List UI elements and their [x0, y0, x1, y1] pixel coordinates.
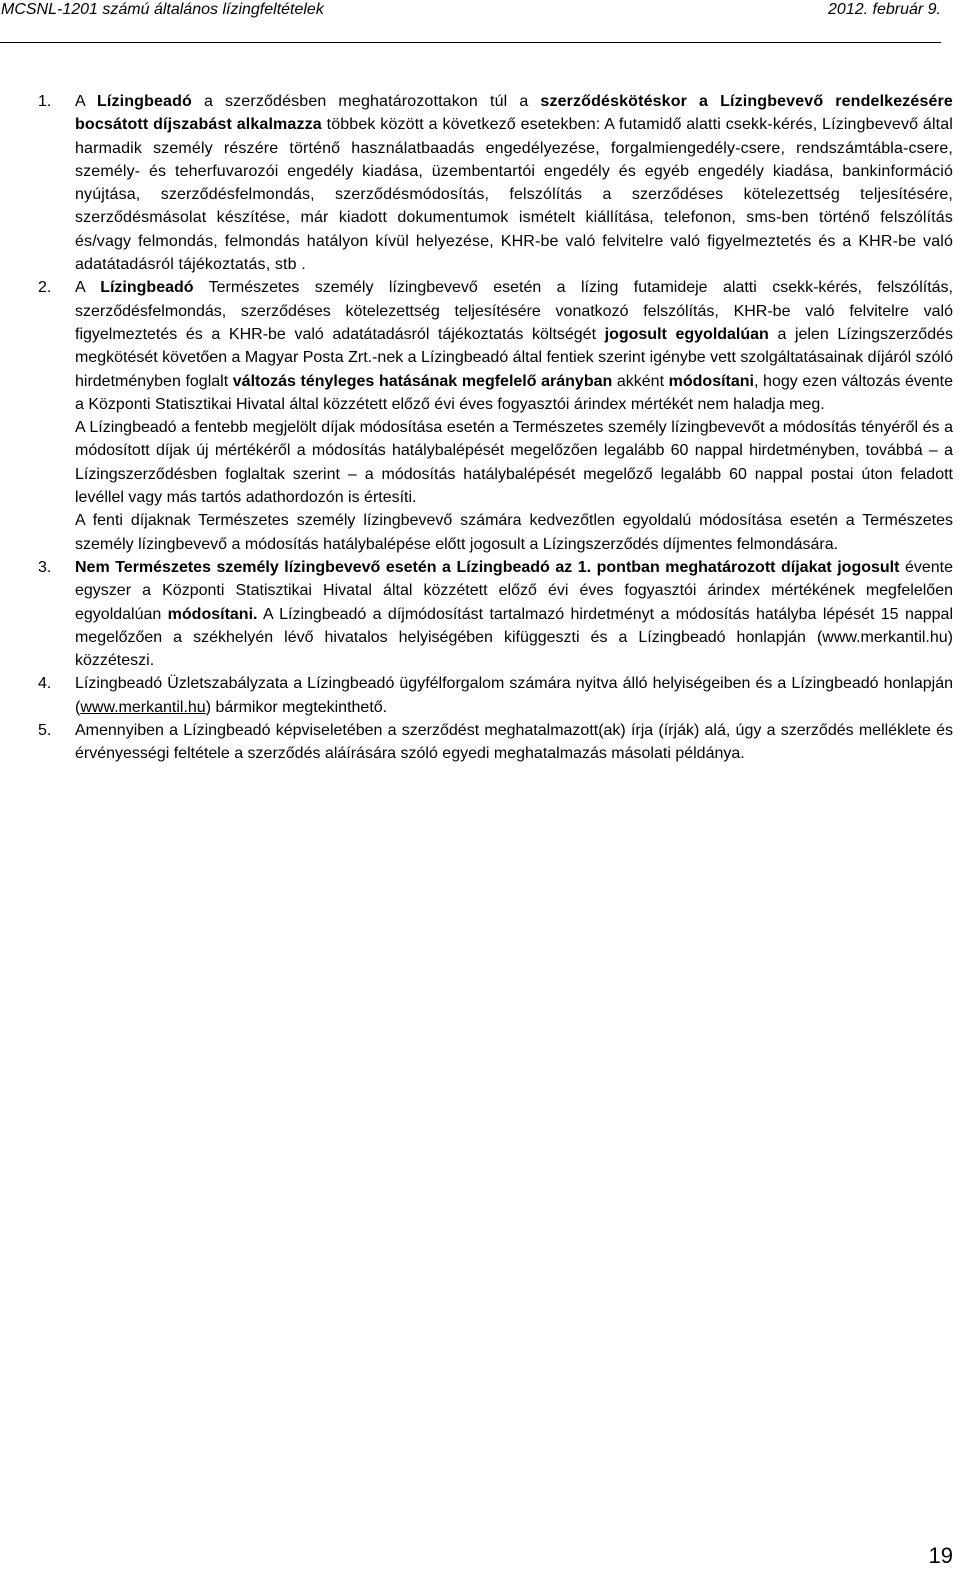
- list-item-1: [0, 90, 960, 276]
- paragraph: [75, 672, 953, 719]
- text-run: ) bármikor megtekinthető.: [205, 698, 388, 716]
- bold-text: jogosult egyoldalúan: [604, 325, 769, 343]
- text-run: , hogy ezen változás évente a Központi Statisztikai Hivatal által közzétett előző évi éves fogyasztói árindex mértékét nem haladja meg.: [75, 372, 954, 413]
- bold-text: módosítani.: [167, 605, 258, 623]
- header-document-title: MCSNL-1201 számú általános lízingfeltételek: [1, 1, 324, 18]
- list-number: 5.: [38, 722, 52, 740]
- bold-text: Lízingbeadó: [96, 93, 192, 110]
- paragraph: [75, 556, 953, 672]
- text-run: A Lízingbeadó a díjmódosítást tartalmazó hirdetményt a módosítás hatályba lépését 15 nappal megelőzően a székhelyén lévő hivatalos helyiségében kifüggeszti és a Lízingbeadó honlapján (www.merkantil.hu) közzéteszi.: [75, 605, 953, 670]
- page-number: 19: [928, 1543, 953, 1568]
- header-rule: [0, 42, 941, 43]
- website-link[interactable]: www.merkantil.hu: [80, 698, 206, 716]
- bold-text: szerződéskötéskor a Lízingbevevő rendelkezésére bocsátott díjszabást alkalmazza: [75, 93, 953, 134]
- paragraph: Amennyiben a Lízingbeadó képviseletében a szerződést meghatalmazott(ak) írja (írják) alá, úgy a szerződés melléklete és érvényességi feltétele a szerződés aláírására szóló egyedi meghatalmazás másolati példánya.: [75, 722, 953, 763]
- list-item-5: [0, 719, 960, 766]
- page-header: [0, 0, 941, 30]
- header-date: 2012. február 9.: [828, 1, 941, 18]
- document-body: [0, 90, 960, 766]
- text-run: A: [75, 279, 101, 297]
- list-item-4: [0, 672, 960, 719]
- text-run: évente egyszer a Központi Statisztikai Hivatal által közzétett előző évi éves fogyasztói árindex mértékének megfelelően egyoldalúan: [75, 558, 954, 623]
- text-run: a jelen Lízingszerződés megkötését követően a Magyar Posta Zrt.-nek a Lízingbeadó által fentiek szerint igénybe vett szolgáltatásainak díjáról szóló hirdetményben foglalt: [75, 325, 953, 390]
- paragraph: [75, 276, 953, 416]
- list-number: 1.: [38, 93, 52, 110]
- list-number: 4.: [38, 675, 52, 693]
- text-run: A: [75, 93, 97, 110]
- bold-text: Lízingbeadó: [100, 279, 194, 297]
- bold-text: Nem Természetes személy lízingbevevő esetén a Lízingbeadó az 1. pontban meghatározott díjakat jogosult: [75, 558, 900, 576]
- paragraph: A fenti díjaknak Természetes személy lízingbevevő számára kedvezőtlen egyoldalú módosítása esetén a Természetes személy lízingbevevő a módosítás hatálybalépése előtt jogosult a Lízingszerződés díjmentes felmondására.: [75, 512, 953, 553]
- paragraph: [75, 90, 953, 276]
- bold-text: változás tényleges hatásának megfelelő arányban: [232, 372, 613, 390]
- text-run: Lízingbeadó Üzletszabályzata a Lízingbeadó ügyfélforgalom számára nyitva álló helyiségeiben és a Lízingbeadó honlapján (: [75, 675, 953, 716]
- list-item-2: [0, 276, 960, 556]
- list-item-3: [0, 556, 960, 672]
- text-run: akként: [612, 372, 669, 390]
- list-number: 3.: [38, 558, 52, 576]
- text-run: Természetes személy lízingbevevő esetén a lízing futamideje alatti csekk-kérés, felszólítás, szerződésfelmondás, szerződéses kötelezettség teljesítésére vonatkozó felszólítás, KHR-be való felvitelre való figyelmeztetés és a KHR-be való adatátadásról tájékoztatás költségét: [75, 279, 953, 343]
- list-number: 2.: [38, 279, 52, 297]
- paragraph: A Lízingbeadó a fentebb megjelölt díjak módosítása esetén a Természetes személy lízingbevevőt a módosítás tényéről és a módosított díjak új mértékéről a módosítás hatálybalépését megelőzően legalább 60 nappal hirdetményben, továbbá – a Lízingszerződésben foglaltak szerint – a módosítás hatálybalépését megelőző legalább 60 nappal postai úton feladott levéllel vagy más tartós adathordozón is értesíti.: [75, 419, 953, 507]
- bold-text: módosítani: [668, 372, 754, 390]
- text-run: a szerződésben meghatározottakon túl a: [191, 93, 541, 110]
- text-run: többek között a következő esetekben: A futamidő alatti csekk-kérés, Lízingbevevő által harmadik személy részére történő használatbaadás engedélyezése, forgalmiengedély-csere, rendszámtábla-csere, személy- és teherfuvarozói engedély kiadása, üzembentartói engedély és egyéb engedély kiadása, bankinformáció nyújtása, szerződésfelmondás, szerződésmódosítás, felszólítás a szerződéses kötelezettség teljesítésére, szerződésmásolat készítése, már kiadott dokumentumok ismételt kiállítása, telefonon, sms-ben történő felszólítás és/vagy felmondás, felmondás hatályon kívül helyezése, KHR-be való felvitelre való figyelmeztetés és a KHR-be való adatátadásról tájékoztatás, stb .: [75, 116, 954, 274]
